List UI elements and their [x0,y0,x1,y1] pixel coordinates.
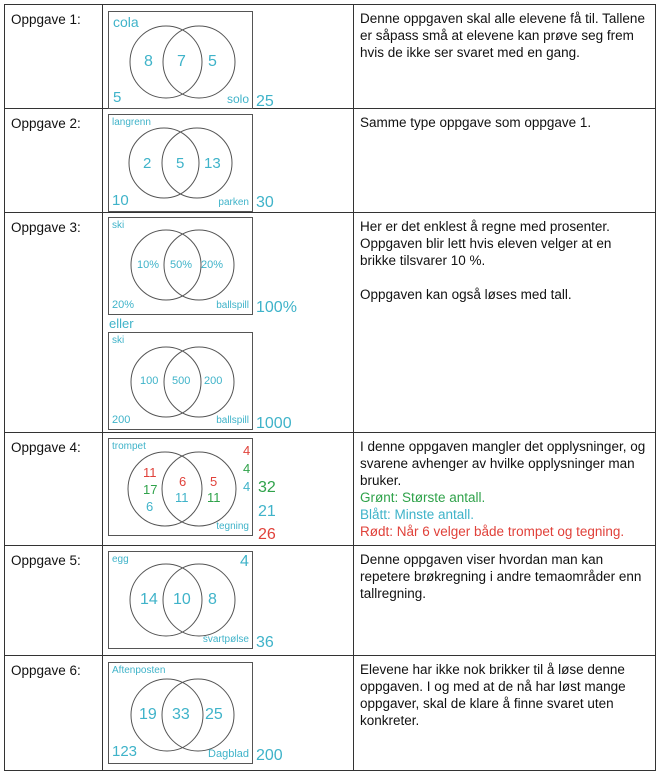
left-set-label: trompet [112,441,146,452]
total-value: 30 [256,194,274,211]
intersection-value: 10 [173,591,191,608]
outside-value: 20% [112,299,135,311]
left-set-label: langrenn [112,117,151,128]
or-label: eller [109,316,134,331]
total-value-smallest: 21 [258,503,276,520]
left-set-label: cola [113,14,139,30]
right-only-value: 13 [204,155,221,172]
total-value-red: 26 [258,526,276,543]
left-only-value: 11 [143,465,157,480]
row-label: Oppgave 4: [5,433,103,546]
description-cell [354,213,656,433]
left-only-value: 2 [143,155,152,172]
venn-diagram-alt [108,332,253,430]
description-cell [354,546,656,656]
intersection-value: 50% [170,259,193,271]
total-value: 36 [256,634,274,651]
venn-diagram [108,551,253,649]
table-row [5,433,656,546]
outside-value: 10 [112,192,129,209]
right-set-label: parken [218,197,249,208]
right-set-label: solo [226,92,249,106]
venn-diagram [108,438,253,536]
right-only-value: 5 [208,53,217,70]
table-row [5,5,656,109]
description-text: Elevene har ikke nok brikker til å løse denne oppgaven. I og med at de nå har løst mange oppgaver, skal de klare å finne svaret uten konkreter. [360,662,626,728]
left-set-label: egg [112,554,129,565]
right-only-value: 20% [201,259,224,271]
description-cell [354,5,656,109]
venn-cell [103,433,354,546]
right-set-label: Dagblad [208,748,249,760]
outside-value: 5 [113,89,122,106]
table-row [5,109,656,213]
left-only-value: 6 [146,499,154,514]
left-only-value: 100 [140,375,159,387]
description-text: Her er det enklest å regne med prosenter. Oppgaven blir lett hvis eleven velger at en brikke tilsvarer 10 %. [360,219,612,268]
outside-value: 4 [240,553,249,570]
right-only-value: 25 [205,706,223,723]
left-only-value: 14 [140,591,158,608]
right-set-label: ballspill [216,300,249,311]
right-set-label: tegning [216,521,249,532]
left-set-label: ski [112,335,125,346]
left-set-label: Aftenposten [112,665,166,676]
venn-diagram [108,662,253,764]
total-value: 100% [256,299,297,316]
intersection-value: 5 [176,155,185,172]
left-only-value: 19 [139,706,157,723]
outside-value: 4 [243,461,251,476]
task-table [4,4,656,771]
left-only-value: 17 [143,482,158,497]
total-value: 200 [256,747,283,764]
table-row [5,213,656,433]
table-row [5,656,656,771]
description-cell [354,109,656,213]
left-only-value: 8 [144,53,153,70]
legend-green: Grønt: Største antall. [360,490,486,505]
right-only-value: 5 [210,474,218,489]
outside-value: 123 [112,743,138,760]
outside-value: 4 [243,443,251,458]
description-text: Denne oppgaven skal alle elevene få til. Tallene er såpass små at elevene kan prøve seg frem hvis de ikke ser svaret med en gang. [360,11,645,60]
intersection-value: 7 [177,53,186,70]
venn-diagram [108,114,253,212]
right-only-value: 8 [208,591,217,608]
row-label: Oppgave 2: [5,109,103,213]
legend-red: Rødt: Når 6 velger både trompet og tegning. [360,524,625,539]
description-text: Samme type oppgave som oppgave 1. [360,115,592,130]
venn-cell [103,109,354,213]
legend-blue: Blått: Minste antall. [360,507,475,522]
total-value-largest: 32 [258,479,276,496]
venn-cell [103,656,354,771]
row-label: Oppgave 5: [5,546,103,656]
venn-cell [103,546,354,656]
venn-cell [103,5,354,109]
intersection-value: 33 [172,706,190,723]
outside-value: 200 [112,414,131,426]
row-label: Oppgave 3: [5,213,103,433]
venn-cell [103,213,354,433]
intersection-value: 11 [175,490,189,505]
description-text: I denne oppgaven mangler det opplysninger, og svarene avhenger av hvilke opplysninger man bruker. [360,439,646,488]
description-text: Oppgaven kan også løses med tall. [360,287,572,302]
left-only-value: 10% [137,259,160,271]
venn-diagram [108,11,253,109]
intersection-value: 6 [179,474,187,489]
description-cell [354,656,656,771]
intersection-value: 500 [172,375,191,387]
total-value: 25 [256,93,274,110]
description-text: Denne oppgaven viser hvordan man kan repetere brøkregning i andre temaområder enn tallregning. [360,552,642,601]
left-set-label: ski [112,220,125,231]
outside-value: 4 [243,479,251,494]
right-only-value: 200 [204,375,223,387]
description-cell [354,433,656,546]
venn-diagram [108,217,253,315]
row-label: Oppgave 1: [5,5,103,109]
row-label: Oppgave 6: [5,656,103,771]
right-set-label: svartpølse [202,634,249,645]
total-value-alt: 1000 [256,415,292,432]
table-row [5,546,656,656]
right-only-value: 11 [207,490,221,505]
right-set-label: ballspill [216,415,249,426]
